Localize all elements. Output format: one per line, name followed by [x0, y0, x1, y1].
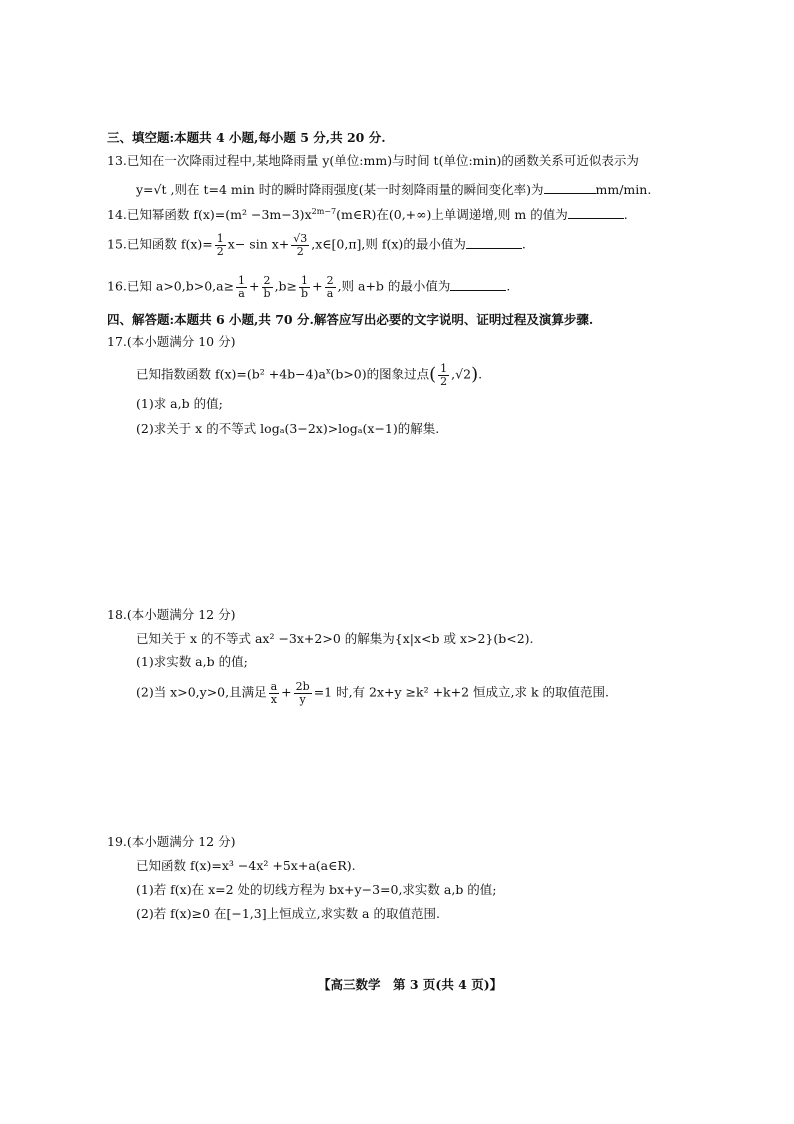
question-16-text-a: 已知 a>0,b>0,a≥	[126, 278, 235, 294]
question-17-exponent: x	[325, 366, 331, 376]
section-3-heading: 三、填空题:本题共 4 小题,每小题 5 分,共 20 分.	[107, 130, 386, 145]
question-17-title: 17.(本小题满分 10 分)	[107, 334, 236, 349]
question-15-text-c: ,x∈[0,π],则 f(x)的最小值为	[311, 236, 466, 252]
fraction-2-over-a: $\frac{2}{a}$	[326, 274, 334, 300]
question-18-title: 18.(本小题满分 12 分)	[107, 607, 236, 622]
question-13-number: 13.	[107, 153, 127, 168]
question-15-text-a: 已知函数 f(x)=	[126, 236, 213, 252]
point-y-value: ,√2	[451, 366, 472, 382]
question-16-end: .	[506, 278, 511, 294]
question-18-part-2-b: =1 时,有 2x+y ≥k² +k+2 恒成立,求 k 的取值范围.	[313, 684, 609, 700]
fraction-point-x: $\frac{1}{2}$	[440, 362, 448, 388]
question-13-text-2: y=√t ,则在 t=4 min 时的瞬时降雨强度(某一时刻降雨量的瞬间变化率)为	[136, 182, 544, 197]
fraction-1-over-a: $\frac{1}{a}$	[238, 274, 246, 300]
answer-blank-13[interactable]	[544, 181, 596, 194]
question-17-stem-a: 已知指数函数 f(x)=(b² +4b−4)a	[136, 366, 326, 382]
plus-sign-2: +	[312, 278, 323, 294]
question-13-line-2	[136, 181, 651, 199]
left-paren: (	[429, 364, 437, 385]
question-17-part-1: (1)求 a,b 的值;	[136, 396, 223, 411]
question-18-part-2	[136, 681, 609, 705]
fraction-2-over-b: $\frac{2}{b}$	[263, 274, 271, 300]
fraction-sqrt3-over-2: $\frac{√3}{2}$	[293, 232, 308, 258]
fraction-2b-over-y: $\frac{2b}{y}$	[295, 680, 310, 706]
question-18-part-2-a: (2)当 x>0,y>0,且满足	[136, 684, 267, 700]
question-13-unit: mm/min.	[595, 182, 652, 197]
question-16	[107, 275, 510, 299]
question-15-text-b: x− sin x+	[227, 236, 290, 252]
question-14-number: 14.	[107, 207, 127, 222]
question-18-stem: 已知关于 x 的不等式 ax² −3x+2>0 的解集为{x|x<b 或 x>2}(b<2).	[136, 631, 534, 646]
plus-sign: +	[249, 278, 260, 294]
question-14	[107, 206, 628, 224]
question-16-text-c: ,则 a+b 的最小值为	[337, 278, 451, 294]
question-14-exponent: 2m−7	[311, 206, 337, 216]
question-14-text-b: (m∈R)在(0,+∞)上单调递增,则 m 的值为	[336, 207, 568, 222]
question-16-text-b: ,b≥	[274, 278, 298, 294]
question-18-part-1: (1)求实数 a,b 的值;	[136, 654, 248, 669]
question-17-stem-end: .	[478, 366, 483, 382]
question-19-stem: 已知函数 f(x)=x³ −4x² +5x+a(a∈R).	[136, 858, 356, 873]
question-15-end: .	[521, 236, 526, 252]
question-16-number: 16.	[107, 278, 127, 294]
answer-blank-16[interactable]	[450, 278, 506, 291]
question-17-stem	[136, 363, 482, 387]
section-4-heading: 四、解答题:本题共 6 小题,共 70 分.解答应写出必要的文字说明、证明过程及演算步骤.	[107, 312, 594, 327]
fraction-1-over-b: $\frac{1}{b}$	[301, 274, 309, 300]
answer-blank-15[interactable]	[466, 236, 522, 249]
answer-blank-14[interactable]	[568, 206, 624, 219]
question-13-text: 已知在一次降雨过程中,某地降雨量 y(单位:mm)与时间 t(单位:min)的函数关系可近似表示为	[126, 153, 639, 168]
question-14-text-a: 已知幂函数 f(x)=(m² −3m−3)x	[126, 207, 312, 222]
question-15	[107, 233, 526, 257]
question-14-end: .	[623, 207, 628, 222]
right-paren: )	[471, 364, 479, 385]
page-footer: 【高三数学 第 3 页(共 4 页)】	[318, 977, 503, 992]
fraction-a-over-x: $\frac{a}{x}$	[270, 680, 278, 706]
question-19-title: 19.(本小题满分 12 分)	[107, 834, 236, 849]
fraction-one-half: $\frac{1}{2}$	[216, 232, 224, 258]
question-17-stem-b: (b>0)的图象过点	[330, 366, 430, 382]
question-19-part-2: (2)若 f(x)≥0 在[−1,3]上恒成立,求实数 a 的取值范围.	[136, 906, 440, 921]
question-15-number: 15.	[107, 236, 127, 252]
plus-sign-3: +	[281, 684, 292, 700]
question-13-line-1	[107, 153, 639, 170]
question-17-part-2: (2)求关于 x 的不等式 logₐ(3−2x)>logₐ(x−1)的解集.	[136, 421, 440, 436]
question-19-part-1: (1)若 f(x)在 x=2 处的切线方程为 bx+y−3=0,求实数 a,b 的值;	[136, 882, 497, 897]
